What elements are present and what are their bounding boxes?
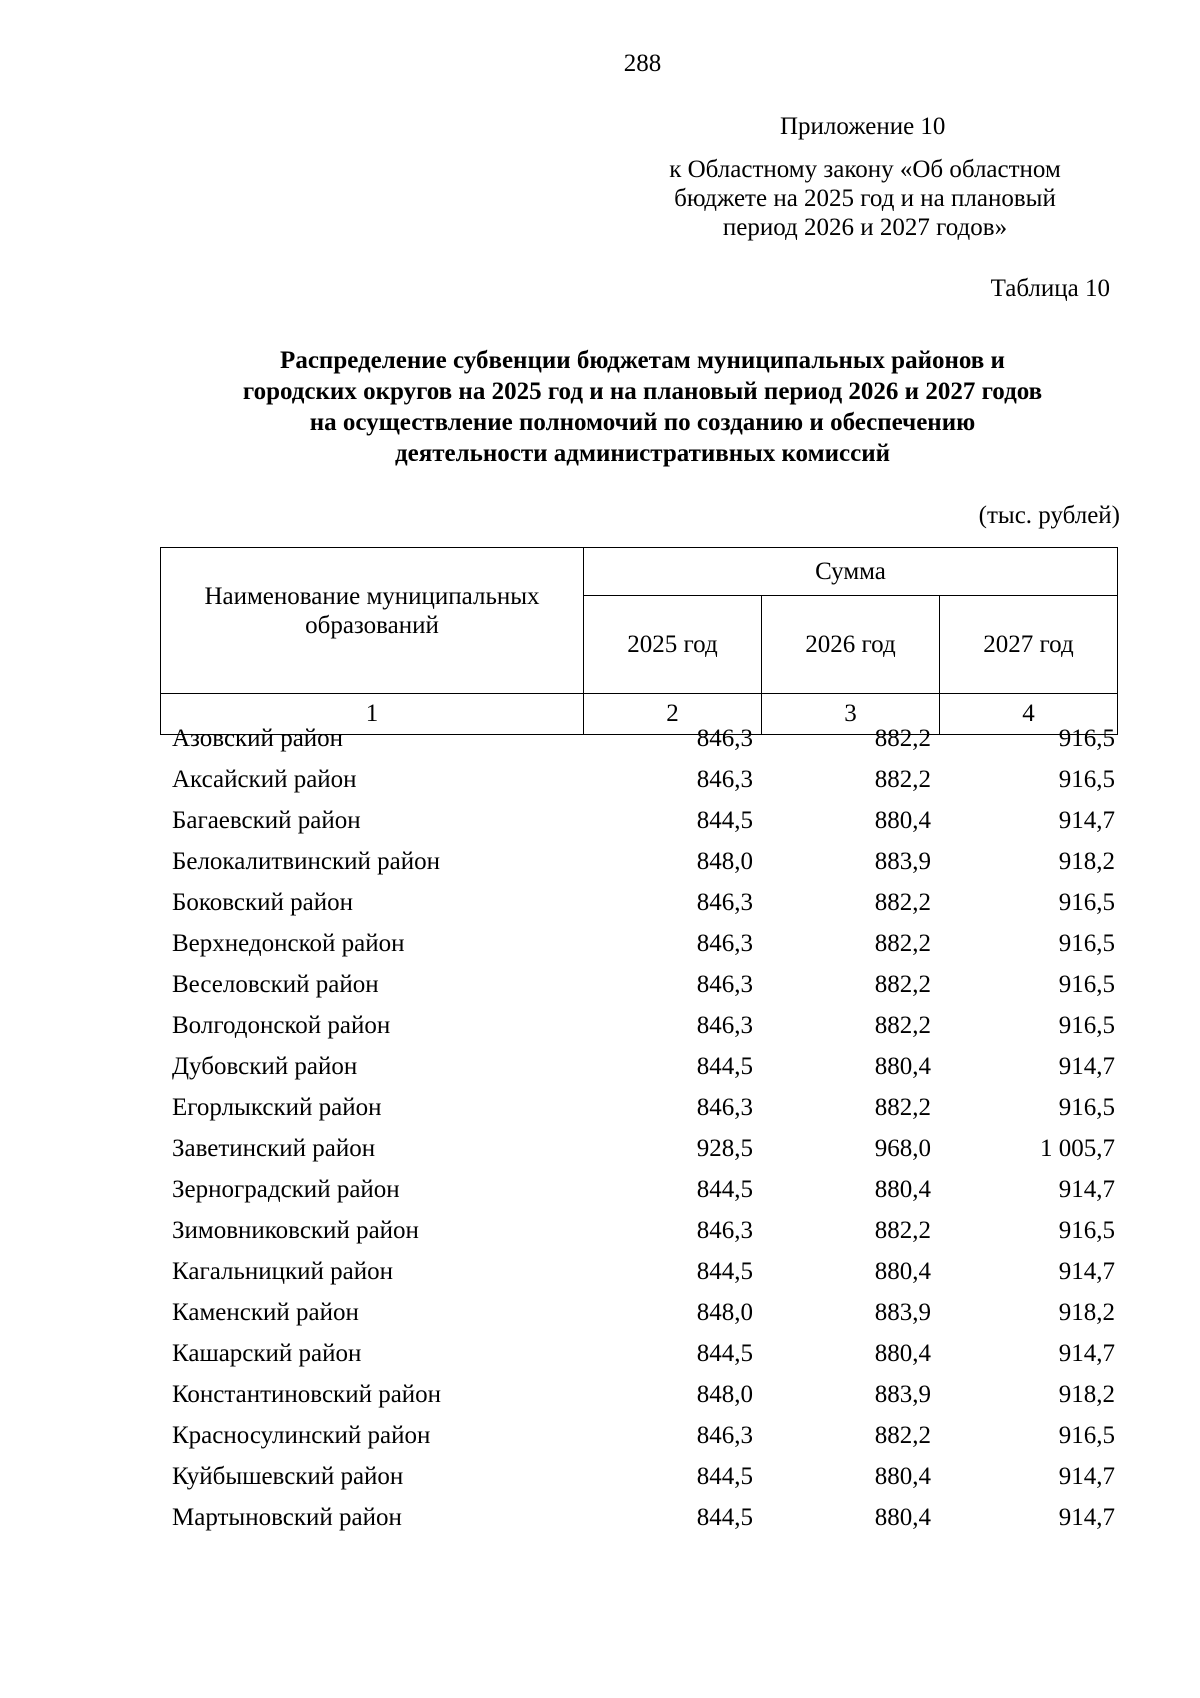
value-2027: 916,5: [1058, 1421, 1115, 1449]
value-2027: 914,7: [1058, 1462, 1115, 1490]
value-2027: 916,5: [1058, 765, 1115, 793]
table-row: [160, 1128, 1115, 1169]
column-number: 4: [940, 694, 1118, 735]
municipality-name: Веселовский район: [172, 970, 379, 998]
value-2026: 882,2: [874, 1093, 931, 1121]
value-2025: 848,0: [696, 1298, 753, 1326]
value-2025: 846,3: [696, 1421, 753, 1449]
value-2026: 880,4: [874, 1462, 931, 1490]
title-line: на осуществление полномочий по созданию и обеспечению: [309, 409, 976, 436]
value-2025: 844,5: [696, 1257, 753, 1285]
appendix-subtitle: [600, 155, 1130, 242]
value-2025: 846,3: [696, 724, 753, 752]
table-row: [160, 841, 1115, 882]
value-2027: 1 005,7: [1040, 1134, 1115, 1162]
value-2027: 916,5: [1058, 1093, 1115, 1121]
title-line: городских округов на 2025 год и на плановый период 2026 и 2027 годов: [242, 378, 1043, 405]
column-number: 1: [161, 694, 584, 735]
value-2026: 880,4: [874, 806, 931, 834]
municipality-name: Дубовский район: [172, 1052, 358, 1080]
municipality-name: Кашарский район: [172, 1339, 362, 1367]
value-2026: 882,2: [874, 765, 931, 793]
table-row: [160, 1456, 1115, 1497]
value-2026: 880,4: [874, 1339, 931, 1367]
municipality-name: Азовский район: [172, 724, 344, 752]
value-2026: 883,9: [874, 1298, 931, 1326]
appendix-title: Приложение 10: [780, 113, 946, 140]
value-2025: 846,3: [696, 1011, 753, 1039]
value-2026: 882,2: [874, 1421, 931, 1449]
value-2027: 914,7: [1058, 1052, 1115, 1080]
municipality-name: Волгодонской район: [172, 1011, 391, 1039]
municipality-name: Каменский район: [172, 1298, 359, 1326]
value-2027: 914,7: [1058, 1257, 1115, 1285]
table-row: [160, 718, 1115, 759]
value-2027: 916,5: [1058, 888, 1115, 916]
table-row: [160, 1292, 1115, 1333]
municipality-name: Кагальницкий район: [172, 1257, 394, 1285]
value-2026: 882,2: [874, 1216, 931, 1244]
table-row: [160, 1374, 1115, 1415]
value-2027: 914,7: [1058, 806, 1115, 834]
table-row: [160, 1005, 1115, 1046]
table-row: [160, 882, 1115, 923]
table-row: [160, 1333, 1115, 1374]
municipality-name: Белокалитвинский район: [172, 847, 440, 875]
municipality-name: Егорлыкский район: [172, 1093, 382, 1121]
value-2027: 918,2: [1058, 1298, 1115, 1326]
table-body: [160, 718, 1115, 1538]
municipality-name: Багаевский район: [172, 806, 361, 834]
value-2025: 848,0: [696, 847, 753, 875]
value-2025: 928,5: [696, 1134, 753, 1162]
value-2027: 916,5: [1058, 970, 1115, 998]
value-2026: 882,2: [874, 1011, 931, 1039]
value-2027: 918,2: [1058, 1380, 1115, 1408]
municipality-name: Заветинский район: [172, 1134, 376, 1162]
municipality-name: Зерноградский район: [172, 1175, 400, 1203]
appendix-line: к Областному закону «Об областном: [669, 156, 1061, 183]
value-2025: 846,3: [696, 1093, 753, 1121]
document-title: [160, 345, 1125, 469]
value-2025: 846,3: [696, 765, 753, 793]
value-2027: 918,2: [1058, 847, 1115, 875]
column-number: 2: [584, 694, 762, 735]
value-2027: 914,7: [1058, 1175, 1115, 1203]
header-year-2027: 2027 год: [940, 596, 1118, 694]
value-2025: 848,0: [696, 1380, 753, 1408]
value-2025: 844,5: [696, 1339, 753, 1367]
table-label: Таблица 10: [990, 275, 1110, 302]
municipality-name: Константиновский район: [172, 1380, 442, 1408]
table-row: [160, 1046, 1115, 1087]
value-2026: 880,4: [874, 1503, 931, 1531]
table-row: [160, 800, 1115, 841]
title-line: Распределение субвенции бюджетам муниципальных районов и: [280, 347, 1005, 374]
header-sum-cell: Сумма: [584, 548, 1118, 596]
municipality-name: Боковский район: [172, 888, 353, 916]
value-2027: 914,7: [1058, 1503, 1115, 1531]
municipality-name: Мартыновский район: [172, 1503, 402, 1531]
value-2026: 968,0: [874, 1134, 931, 1162]
value-2026: 882,2: [874, 888, 931, 916]
table-row: [160, 1415, 1115, 1456]
value-2025: 846,3: [696, 1216, 753, 1244]
table-row: [160, 1251, 1115, 1292]
value-2027: 916,5: [1058, 1216, 1115, 1244]
value-2026: 882,2: [874, 970, 931, 998]
header-year-2026: 2026 год: [762, 596, 940, 694]
value-2025: 846,3: [696, 970, 753, 998]
table-row: [160, 1087, 1115, 1128]
table-row: [160, 759, 1115, 800]
municipality-name: Красносулинский район: [172, 1421, 431, 1449]
title-line: деятельности административных комиссий: [394, 440, 891, 467]
appendix-line: бюджете на 2025 год и на плановый: [674, 185, 1056, 212]
value-2025: 844,5: [696, 806, 753, 834]
header-name-cell: [161, 548, 584, 694]
value-2027: 916,5: [1058, 724, 1115, 752]
appendix-line: период 2026 и 2027 годов»: [722, 214, 1008, 241]
value-2027: 914,7: [1058, 1339, 1115, 1367]
municipality-name: Верхнедонской район: [172, 929, 405, 957]
header-name-line: образований: [305, 611, 439, 639]
value-2026: 880,4: [874, 1257, 931, 1285]
value-2025: 844,5: [696, 1175, 753, 1203]
value-2025: 846,3: [696, 888, 753, 916]
value-2025: 844,5: [696, 1462, 753, 1490]
value-2027: 916,5: [1058, 1011, 1115, 1039]
table-row: [160, 1497, 1115, 1538]
unit-label: (тыс. рублей): [978, 502, 1120, 529]
value-2026: 882,2: [874, 929, 931, 957]
value-2025: 844,5: [696, 1503, 753, 1531]
table-row: [160, 1210, 1115, 1251]
page-number: 288: [623, 50, 662, 77]
value-2026: 880,4: [874, 1175, 931, 1203]
value-2026: 883,9: [874, 847, 931, 875]
value-2026: 883,9: [874, 1380, 931, 1408]
table-header: [160, 547, 1118, 735]
table-row: [160, 923, 1115, 964]
header-year-2025: 2025 год: [584, 596, 762, 694]
value-2025: 846,3: [696, 929, 753, 957]
value-2027: 916,5: [1058, 929, 1115, 957]
municipality-name: Куйбышевский район: [172, 1462, 404, 1490]
value-2026: 880,4: [874, 1052, 931, 1080]
table-row: [160, 964, 1115, 1005]
header-name-line: Наименование муниципальных: [204, 582, 540, 610]
column-number: 3: [762, 694, 940, 735]
value-2025: 844,5: [696, 1052, 753, 1080]
table-row: [160, 1169, 1115, 1210]
value-2026: 882,2: [874, 724, 931, 752]
municipality-name: Зимовниковский район: [172, 1216, 419, 1244]
municipality-name: Аксайский район: [172, 765, 357, 793]
